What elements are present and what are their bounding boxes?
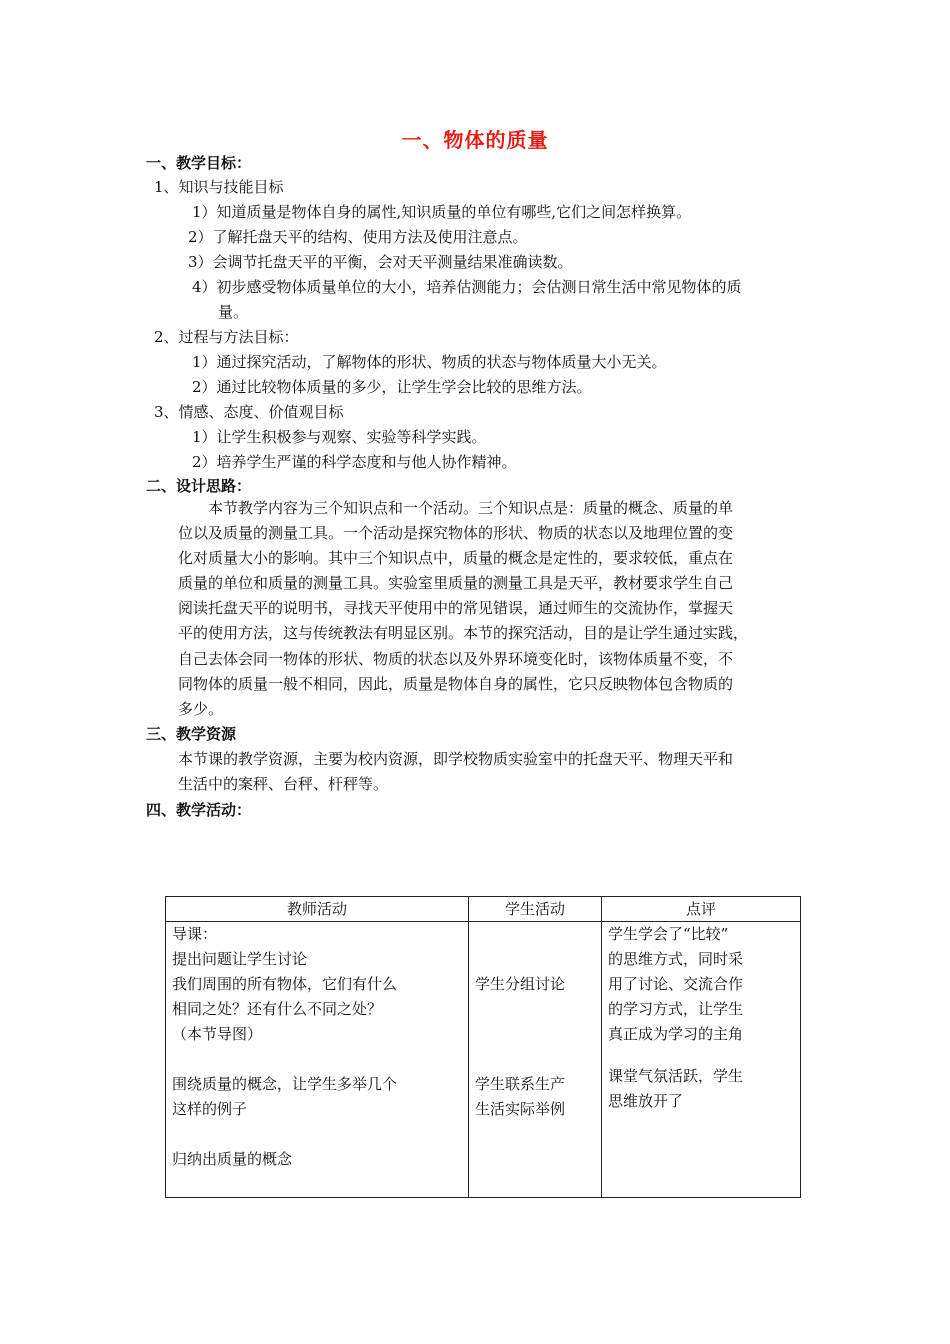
- objective-item: 1）通过探究活动，了解物体的形状、物质的状态与物体质量大小无关。: [192, 353, 667, 371]
- paragraph-line: 阅读托盘天平的说明书，寻找天平使用中的常见错误，通过师生的交流协作，掌握天: [178, 599, 734, 618]
- paragraph-line: 本节教学内容为三个知识点和一个活动。三个知识点是：质量的概念、质量的单: [178, 499, 734, 517]
- cell-line: 用了讨论、交流合作: [608, 975, 744, 993]
- section-heading-resources: 三、教学资源: [146, 725, 237, 743]
- section-heading-objectives: 一、教学目标：: [146, 154, 252, 172]
- paragraph-line: 本节课的教学资源，主要为校内资源，即学校物质实验室中的托盘天平、物理天平和: [178, 750, 734, 768]
- cell-line: 归纳出质量的概念: [172, 1150, 293, 1168]
- cell-line: （本节导图）: [172, 1025, 263, 1043]
- cell-line: 的学习方式，让学生: [608, 1000, 744, 1018]
- student-activity-cell: [469, 922, 602, 1198]
- cell-line: 思维放开了: [608, 1092, 684, 1110]
- objective-item: 3）会调节托盘天平的平衡，会对天平测量结果准确读数。: [188, 253, 573, 271]
- section-heading-activities: 四、教学活动：: [146, 801, 252, 819]
- column-header-student: 学生活动: [469, 897, 602, 922]
- objective-item: 1）知道质量是物体自身的属性,知识质量的单位有哪些,它们之间怎样换算。: [192, 203, 692, 221]
- cell-line: 导课：: [172, 925, 218, 943]
- objective-item: 4）初步感受物体质量单位的大小，培养估测能力；会估测日常生活中常见物体的质: [192, 278, 742, 296]
- cell-line: 这样的例子: [172, 1100, 248, 1118]
- paragraph-line: 位以及质量的测量工具。一个活动是探究物体的形状、物质的状态以及地理位置的变: [178, 524, 734, 543]
- objective-item-continued: 量。: [218, 303, 249, 321]
- cell-line: 学生学会了“比较”: [608, 925, 729, 943]
- paragraph-line: 多少。: [178, 699, 224, 718]
- objective-item: 2）培养学生严谨的科学态度和与他人协作精神。: [192, 453, 517, 471]
- resources-paragraph: [178, 747, 733, 797]
- section-heading-design: 二、设计思路：: [146, 477, 252, 495]
- paragraph-line: 平的使用方法，这与传统教法有明显区别。本节的探究活动，目的是让学生通过实践，: [178, 624, 749, 643]
- activity-table: [165, 896, 801, 1198]
- objective-item: 2）通过比较物体质量的多少，让学生学会比较的思维方法。: [192, 378, 592, 396]
- cell-line: 学生联系生产: [475, 1075, 566, 1093]
- table-row: [166, 922, 801, 1198]
- paragraph-line: 自己去体会同一物体的形状、物质的状态以及外界环境变化时，该物体质量不变，不: [178, 649, 734, 668]
- teacher-activity-cell: [166, 922, 469, 1198]
- objective-item: 1）让学生积极参与观察、实验等科学实践。: [192, 428, 487, 446]
- paragraph-line: 化对质量大小的影响。其中三个知识点中，质量的概念是定性的，要求较低，重点在: [178, 549, 734, 568]
- design-paragraph: [178, 496, 814, 722]
- cell-line: 生活实际举例: [475, 1100, 566, 1118]
- page-title: 一、物体的质量: [401, 128, 549, 152]
- paragraph-line: 生活中的案秤、台秤、杆秤等。: [178, 775, 389, 793]
- cell-line: 相同之处？还有什么不同之处？: [172, 1000, 383, 1018]
- table-header-row: [166, 897, 801, 922]
- objective-group-knowledge: 1、知识与技能目标: [154, 178, 284, 196]
- paragraph-line: 质量的单位和质量的测量工具。实验室里质量的测量工具是天平，教材要求学生自己: [178, 574, 734, 593]
- column-header-comment: 点评: [602, 897, 801, 922]
- objective-group-process: 2、过程与方法目标：: [154, 328, 299, 346]
- objective-item: 2）了解托盘天平的结构、使用方法及使用注意点。: [188, 228, 528, 246]
- cell-line: 真正成为学习的主角: [608, 1025, 744, 1043]
- cell-line: 学生分组讨论: [475, 975, 566, 993]
- column-header-teacher: 教师活动: [166, 897, 469, 922]
- cell-line: 围绕质量的概念，让学生多举几个: [172, 1075, 398, 1093]
- comment-cell: [602, 922, 801, 1198]
- objective-group-attitude: 3、情感、态度、价值观目标: [154, 403, 344, 421]
- paragraph-line: 同物体的质量一般不相同，因此，质量是物体自身的属性，它只反映物体包含物质的: [178, 674, 734, 693]
- cell-line: 我们周围的所有物体，它们有什么: [172, 975, 398, 993]
- cell-line: 提出问题让学生讨论: [172, 950, 308, 968]
- cell-line: 的思维方式，同时采: [608, 950, 744, 968]
- cell-line: 课堂气氛活跃，学生: [608, 1067, 744, 1085]
